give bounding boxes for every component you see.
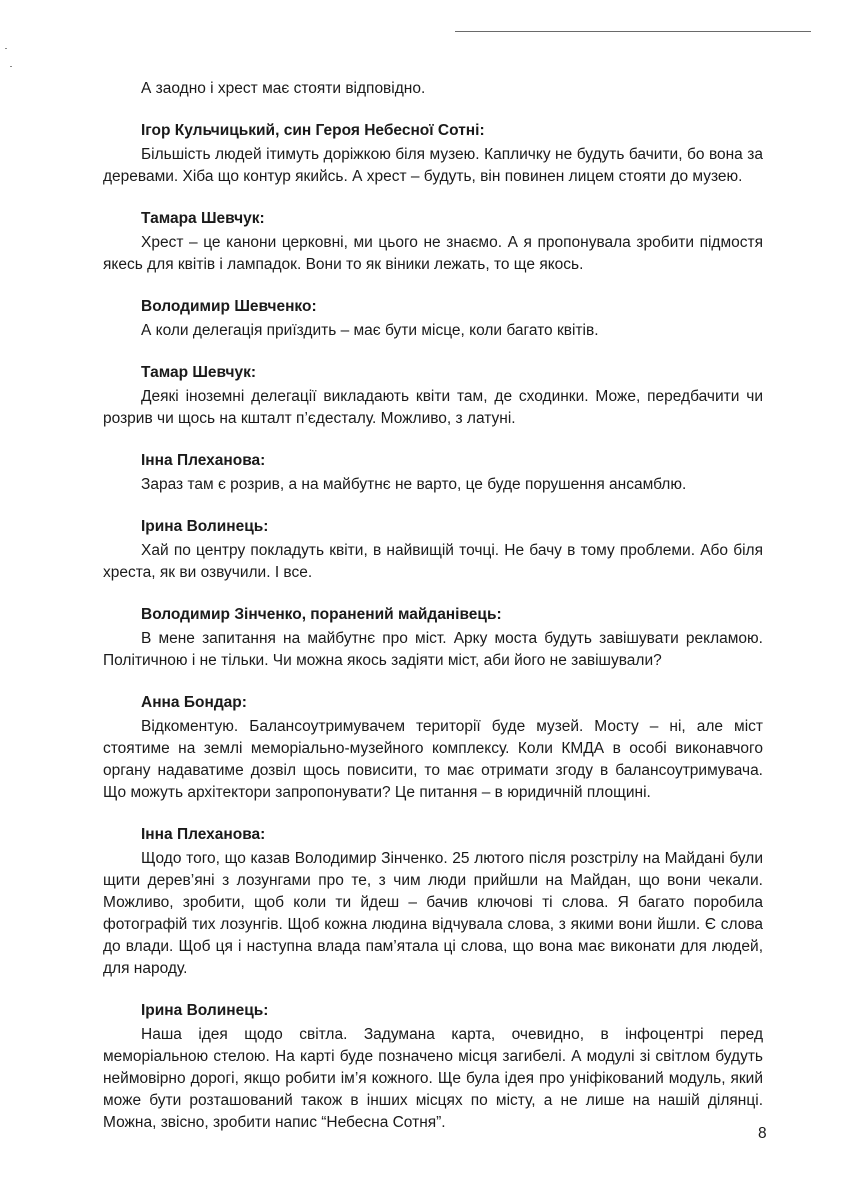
speaker-name: Анна Бондар: (141, 694, 247, 711)
speaker-name: Ірина Волинець: (141, 518, 269, 535)
speech-text: Відкоментую. Балансоутримувачем території буде музей. Мосту – ні, але міст стоятиме на землі меморіально-музейного комплексу. Коли КМДА в особі виконавчого органу надаватиме дозвіл щось повисити, то має отримати згоду в балансоутримувача. Що можуть архітектори запропонувати? Це питання – в юридичній площині. (103, 718, 763, 801)
page-number: 8 (758, 1125, 767, 1142)
scan-speck (5, 48, 7, 49)
entry-4 (103, 362, 763, 430)
entry-6 (103, 516, 763, 584)
speech-text: Наша ідея щодо світла. Задумана карта, очевидно, в інфоцентрі перед меморіальною стелою. На карті буде позначено місця загибелі. А модулі зі світлом будуть неймовірно дорогі, якщо робити ім’я кожного. Ще була ідея про уніфікований модуль, який може бути розташований також в інших місцях по місту, а не лише на нашій ділянці. Можна, звісно, зробити напис “Небесна Сотня”. (103, 1026, 763, 1131)
scan-speck (10, 66, 12, 67)
speaker-name: Ігор Кульчицький, син Героя Небесної Сотні: (141, 122, 485, 139)
speaker-name: Тамара Шевчук: (141, 210, 265, 227)
speech-text: Хай по центру покладуть квіти, в найвищій точці. Не бачу в тому проблеми. Або біля хреста, як ви озвучили. І все. (103, 542, 763, 581)
entry-9 (103, 824, 763, 980)
document-page (103, 78, 763, 1154)
speaker-name: Володимир Зінченко, поранений майданівець: (141, 606, 502, 623)
speech-text: В мене запитання на майбутнє про міст. Арку моста будуть завішувати рекламою. Політичною і не тільки. Чи можна якось задіяти міст, аби його не завішували? (103, 630, 763, 669)
speech-text: Щодо того, що казав Володимир Зінченко. 25 лютого після розстрілу на Майдані були щити дерев’яні з лозунгами про те, з чим люди прийшли на Майдан, що вони чекали. Можливо, зробити, щоб коли ти йдеш – бачив ключові ті слова. Я багато поробила фотографій тих лозунгів. Щоб кожна людина відчувала слова, з якими вони йшли. Є слова до влади. Щоб ця і наступна влада пам’ятала ці слова, що вона має виконати для людей, для народу. (103, 850, 763, 977)
entry-3 (103, 296, 763, 342)
entry-7 (103, 604, 763, 672)
entry-10 (103, 1000, 763, 1134)
speaker-name: Інна Плеханова: (141, 826, 266, 843)
header-rule (455, 31, 811, 32)
speech-text: А коли делегація приїздить – має бути місце, коли багато квітів. (141, 322, 599, 339)
entry-2 (103, 208, 763, 276)
speaker-name: Володимир Шевченко: (141, 298, 317, 315)
speaker-name: Інна Плеханова: (141, 452, 266, 469)
speaker-name: Тамар Шевчук: (141, 364, 257, 381)
entry-5 (103, 450, 763, 496)
intro-paragraph: А заодно і хрест має стояти відповідно. (141, 80, 426, 97)
entry-1 (103, 120, 763, 188)
entry-8 (103, 692, 763, 804)
speech-text: Зараз там є розрив, а на майбутнє не варто, це буде порушення ансамблю. (141, 476, 687, 493)
speech-text: Хрест – це канони церковні, ми цього не знаємо. А я пропонувала зробити підмостя якесь для квітів і лампадок. Вони то як віники лежать, то ще якось. (103, 234, 763, 273)
speech-text: Деякі іноземні делегації викладають квіти там, де сходинки. Може, передбачити чи розрив чи щось на кшталт п’єдесталу. Можливо, з латуні. (103, 388, 763, 427)
speaker-name: Ірина Волинець: (141, 1002, 269, 1019)
speech-text: Більшість людей ітимуть доріжкою біля музею. Капличку не будуть бачити, бо вона за деревами. Хіба що контур якийсь. А хрест – будуть, він повинен лицем стояти до музею. (103, 146, 763, 185)
